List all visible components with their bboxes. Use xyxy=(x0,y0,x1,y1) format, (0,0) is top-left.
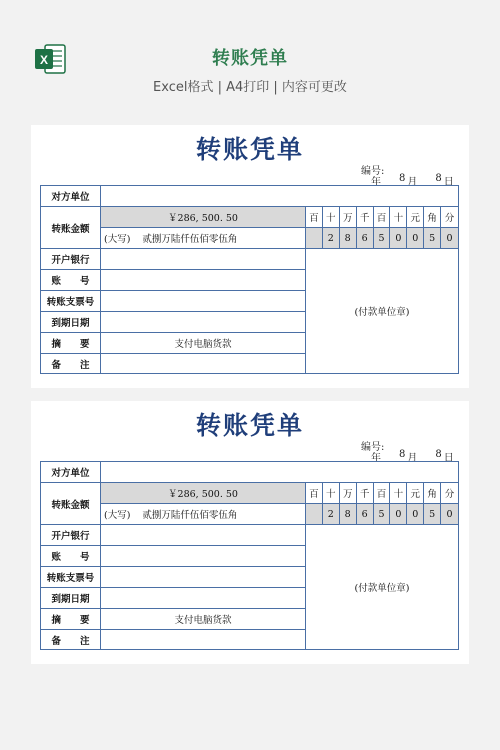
amount-words-prefix: (大写) xyxy=(104,234,131,245)
date-month-label: 月 xyxy=(407,453,418,464)
voucher-table xyxy=(40,461,459,650)
stamp-area: (付款单位章) xyxy=(354,307,410,318)
voucher-number-label: 编号: xyxy=(361,166,385,177)
label-amount: 转账金额 xyxy=(41,483,101,525)
digit-header: 十 xyxy=(323,483,340,504)
date-day: 8 xyxy=(435,173,442,184)
digit-cell[interactable]: 6 xyxy=(357,228,374,249)
label-remark: 备 注 xyxy=(41,630,101,649)
label-amount: 转账金额 xyxy=(41,207,101,249)
digit-header: 万 xyxy=(340,483,357,504)
page-subtitle: Excel格式 | A4打印 | 内容可更改 xyxy=(153,80,347,95)
check-field[interactable] xyxy=(101,567,306,588)
date-year-label: 年 xyxy=(371,453,381,464)
due-field[interactable] xyxy=(101,588,306,609)
digit-cell[interactable]: 0 xyxy=(407,504,424,525)
digit-cell[interactable]: 6 xyxy=(357,504,374,525)
amount-words-row[interactable] xyxy=(101,228,306,249)
date-year-label: 年 xyxy=(371,177,381,188)
voucher-card xyxy=(31,401,469,664)
label-summary: 摘 要 xyxy=(41,609,101,630)
voucher-title: 转账凭单 xyxy=(195,135,304,164)
digit-cell[interactable]: 8 xyxy=(340,228,357,249)
due-field[interactable] xyxy=(101,312,306,333)
digit-header: 分 xyxy=(441,483,458,504)
digit-header: 千 xyxy=(357,483,374,504)
label-counterparty: 对方单位 xyxy=(41,462,101,483)
counterparty-field[interactable] xyxy=(101,462,458,483)
digit-header: 百 xyxy=(374,483,391,504)
digit-header: 分 xyxy=(441,207,458,228)
digit-cell[interactable]: 5 xyxy=(424,504,441,525)
digit-header: 十 xyxy=(390,483,407,504)
digit-header: 百 xyxy=(374,207,391,228)
svg-text:X: X xyxy=(39,53,49,67)
digit-header: 十 xyxy=(323,207,340,228)
digit-cell[interactable] xyxy=(306,228,323,249)
label-counterparty: 对方单位 xyxy=(41,186,101,207)
page-header xyxy=(0,0,500,110)
label-account: 账 号 xyxy=(41,546,101,567)
label-due: 到期日期 xyxy=(41,588,101,609)
voucher-table xyxy=(40,185,459,374)
date-month: 8 xyxy=(399,449,406,460)
voucher-title: 转账凭单 xyxy=(195,411,304,440)
label-check: 转账支票号 xyxy=(41,567,101,588)
voucher-card xyxy=(31,125,469,388)
digit-cell[interactable]: 0 xyxy=(390,228,407,249)
digit-header: 百 xyxy=(306,207,323,228)
counterparty-field[interactable] xyxy=(101,186,458,207)
digit-header: 千 xyxy=(357,207,374,228)
digit-cell[interactable]: 2 xyxy=(323,504,340,525)
account-field[interactable] xyxy=(101,546,306,567)
digit-cell[interactable]: 2 xyxy=(323,228,340,249)
date-day-label: 日 xyxy=(443,453,454,464)
label-check: 转账支票号 xyxy=(41,291,101,312)
date-day-label: 日 xyxy=(443,177,454,188)
amount-numeric[interactable]: ￥286, 500. 50 xyxy=(101,207,306,228)
remark-field[interactable] xyxy=(101,354,306,373)
digit-cell[interactable] xyxy=(306,504,323,525)
digit-header: 十 xyxy=(390,207,407,228)
digit-header: 元 xyxy=(407,207,424,228)
account-field[interactable] xyxy=(101,270,306,291)
digit-cell[interactable]: 5 xyxy=(424,228,441,249)
page-title: 转账凭单 xyxy=(212,48,288,69)
amount-numeric[interactable]: ￥286, 500. 50 xyxy=(101,483,306,504)
digit-header: 角 xyxy=(424,483,441,504)
digit-cell[interactable]: 0 xyxy=(441,228,458,249)
stamp-area: (付款单位章) xyxy=(354,583,410,594)
bank-field[interactable] xyxy=(101,525,306,546)
digit-cell[interactable]: 0 xyxy=(390,504,407,525)
amount-words: 贰捌万陆仟伍佰零伍角 xyxy=(142,510,238,521)
digit-header: 角 xyxy=(424,207,441,228)
voucher-number-label: 编号: xyxy=(361,442,385,453)
amount-words-prefix: (大写) xyxy=(104,510,131,521)
digit-cell[interactable]: 8 xyxy=(340,504,357,525)
digit-header: 元 xyxy=(407,483,424,504)
label-bank: 开户银行 xyxy=(41,249,101,270)
digit-header: 万 xyxy=(340,207,357,228)
label-due: 到期日期 xyxy=(41,312,101,333)
date-month-label: 月 xyxy=(407,177,418,188)
amount-words-row[interactable] xyxy=(101,504,306,525)
label-remark: 备 注 xyxy=(41,354,101,373)
amount-words: 贰捌万陆仟伍佰零伍角 xyxy=(142,234,238,245)
digit-header: 百 xyxy=(306,483,323,504)
digit-cell[interactable]: 5 xyxy=(374,504,391,525)
label-bank: 开户银行 xyxy=(41,525,101,546)
digit-cell[interactable]: 0 xyxy=(407,228,424,249)
digit-cell[interactable]: 0 xyxy=(441,504,458,525)
label-summary: 摘 要 xyxy=(41,333,101,354)
label-account: 账 号 xyxy=(41,270,101,291)
summary-field[interactable]: 支付电脑货款 xyxy=(101,609,306,630)
summary-field[interactable]: 支付电脑货款 xyxy=(101,333,306,354)
bank-field[interactable] xyxy=(101,249,306,270)
date-day: 8 xyxy=(435,449,442,460)
digit-cell[interactable]: 5 xyxy=(374,228,391,249)
date-month: 8 xyxy=(399,173,406,184)
remark-field[interactable] xyxy=(101,630,306,649)
check-field[interactable] xyxy=(101,291,306,312)
